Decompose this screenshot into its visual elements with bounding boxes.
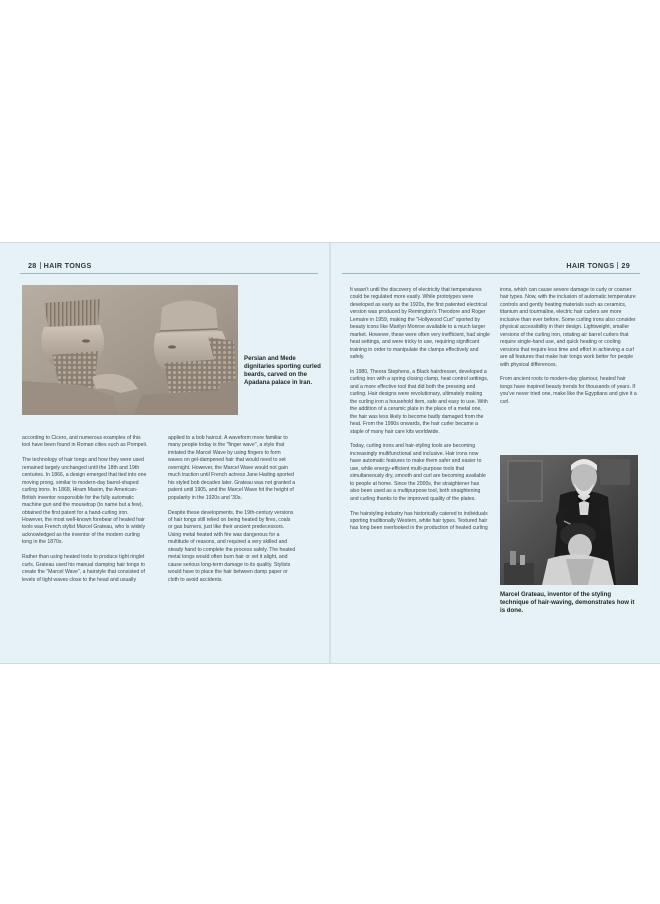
paragraph: It wasn't until the discovery of electricity that temperatures could be regulated more easily. While prototypes were developed as early as the 1920s, the first patented electrical version was produced by Remington's Theodore and Roger Lemaire in 1959, making the "Hollywood Curl" sported by beauty icons like Marilyn Monroe available to a much larger market. However, these were often very inefficient, had single heat settings, and were tricky to use, requiring significant training in order to manipulate the clamps effectively and safely. (350, 287, 490, 361)
relief-caption: Persian and Mede dignitaries sporting curled beards, carved on the Apadana palace in Iran. (244, 355, 321, 386)
page-gutter (329, 243, 331, 663)
paragraph: applied to a bob haircut. A waveform more familiar to many people today is the "finger wave", a style that imitated the Marcel Wave by using fingers to form waves on gel-dampened hair that would need to set overnight. However, the Marcel Wave would not gain much traction until French actress Jane Hading sported his styled bob decades later. Grateau was not granted a patent until 1905, and the Marcel Wave hit the height of popularity in the 1920s and '30s. (168, 435, 296, 501)
section-title-left: HAIR TONGS (43, 261, 92, 270)
running-head-separator (40, 262, 41, 269)
relief-photo (22, 285, 238, 415)
paragraph: The technology of hair tongs and how they were used remained largely unchanged until the 18th and 19th centuries. In 1866, a design emerged that tied into one moving prong, similar to modern-day barrel-shaped curling irons. In 1868, Hiram Maxim, the American-British inventor responsible for the fully automatic machine gun and the mousetrap (to name but a few), obtained the first patent for a hand-curling iron. However, the most well-known forebear of heated hair tools was French stylist Marcel Grateau, who is widely acknowledged as the inventor of the modern curling tong in the 1870s. (22, 457, 147, 546)
paragraph: The hairstyling industry has historically catered to individuals sporting traditionally Western, white hair types. Textured hair has long been overlooked in the production of heated curling (350, 510, 488, 532)
running-head-separator (617, 262, 618, 269)
paragraph: irons, which can cause severe damage to curly or coarser hair types. Now, with the inclusion of automatic temperature controls and gently heating materials such as ceramics, titanium and tourmaline, electric hair curlers are more inclusive than ever before. Some curling irons also consider physical accessibility in their design. Lightweight, smaller versions of the curling iron, rotating air barrel curlers that require single-hand use, and quick heating or cooling versions that require less time and effort in achieving a curl are all features that make hair tongs work better for people with physical differences. (500, 287, 636, 368)
page-number-right: 29 (621, 261, 630, 270)
running-head-right (566, 261, 630, 270)
header-rule-right (342, 273, 640, 274)
left-text-column-2 (168, 435, 296, 659)
page-number-left: 28 (28, 261, 37, 270)
section-title-right: HAIR TONGS (566, 261, 615, 270)
paragraph: From ancient roots to modern-day glamour, heated hair tongs have inspired beauty trends for thousands of years. If you've never tried one, make like the Egyptians and give it a curl. (500, 376, 637, 405)
right-text-column-1 (350, 287, 490, 659)
grateau-caption: Marcel Grateau, inventor of the styling technique of hair-waving, demonstrates how it is done. (500, 591, 635, 614)
right-text-column-2 (500, 287, 638, 447)
paragraph: Rather than using heated tools to produce tight ringlet curls, Grateau used his manual clamping hair tongs to create the "Marcel Wave", a hairstyle that consisted of levels of tight waves close to the head and usually (22, 554, 145, 583)
left-text-column-1 (22, 435, 150, 659)
paragraph: Today, curling irons and hair-styling tools are becoming increasingly multifunctional and inclusive. Hair irons now have automatic features to make them safer and easier to use, while energy-efficient multi-purpose tools that simultaneously dry, smooth and curl are becoming available to people at home. Since the 2000s, the straightener has also been used as a multipurpose tool, both straightening and curling thanks to the improved quality of the plates. (350, 443, 486, 502)
paragraph: In 1980, Theora Stephens, a Black hairdresser, developed a curling iron with a spring closing clamp, heat control settings, and a more effective tool that did both the pressing and curling. Hair designs were revolutionary, ultimately making the curling iron a household item, safe and easy to use. With the addition of a ceramic plate in the place of a metal one, the hair was less likely to become badly damaged from the heat. From the 1990s onwards, the hair curler became a staple of many hair care kits worldwide. (350, 368, 489, 435)
header-rule-left (20, 273, 318, 274)
running-head-left (28, 261, 92, 270)
book-spread (0, 242, 660, 664)
paragraph: according to Cicero, and numerous examples of this tool have been found in Roman cities such as Pompeii. (22, 435, 148, 449)
grateau-photo (500, 455, 638, 585)
paragraph: Despite these developments, the 19th-century versions of hair tongs still relied on being heated by fires, coals or gas burners, just like their ancient predecessors. Using metal heated with fire was dangerous for a multitude of reasons, and required a very skilled and steady hand to complete the process safely. The heated metal tongs would often burn hair or set it alight, and cause serious long-term damage to its quality. Stylists would have to place the hair between damp paper or cloth to avoid accidents. (168, 509, 296, 583)
